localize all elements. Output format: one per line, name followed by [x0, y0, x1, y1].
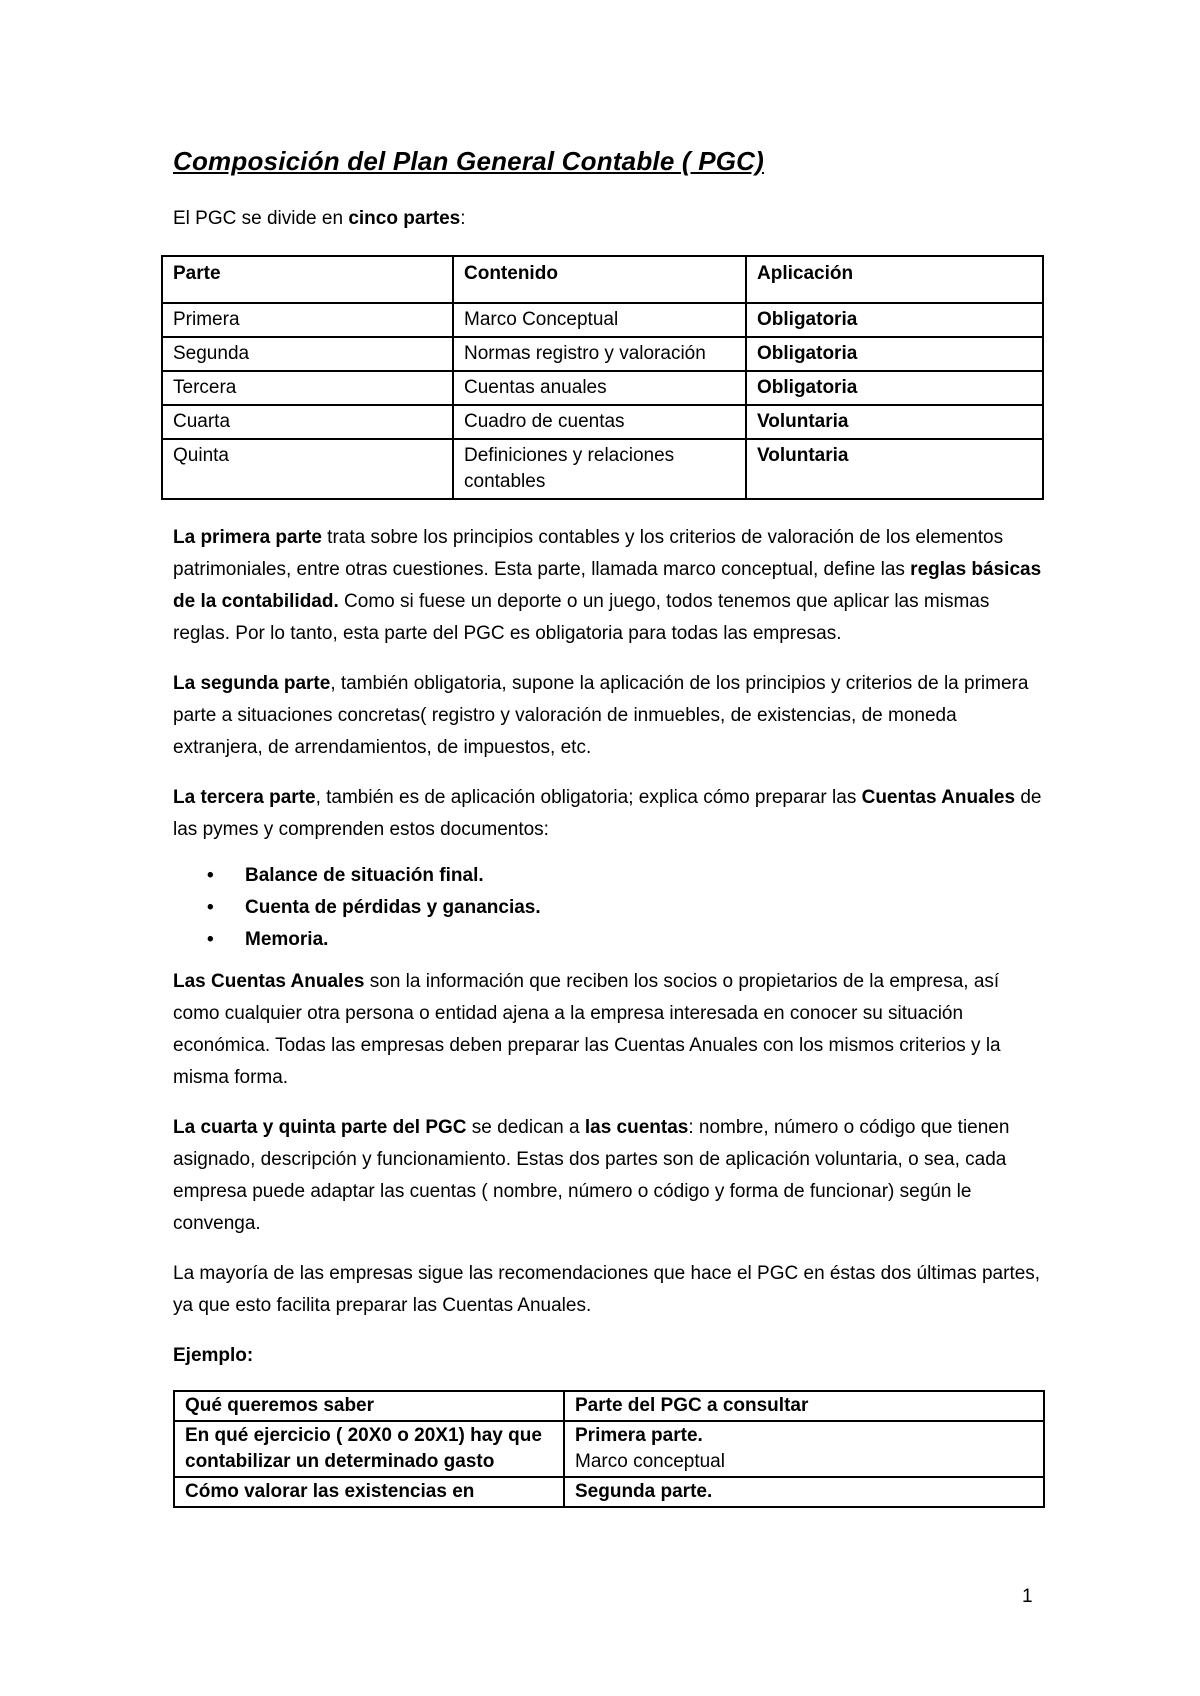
bold-text: La segunda parte: [173, 673, 331, 694]
table-cell: Quinta: [162, 439, 453, 499]
paragraph-cuarta-quinta: [173, 1112, 1043, 1240]
table-cell: Obligatoria: [746, 337, 1043, 371]
table-cell: Voluntaria: [746, 439, 1043, 499]
paragraph-text: se dedican a: [466, 1117, 585, 1138]
header-cell: Contenido: [453, 256, 746, 303]
paragraph-text: La mayoría de las empresas sigue las recomendaciones que hace el PGC en éstas dos últimas partes, ya que esto facilita preparar las Cuentas Anuales.: [173, 1263, 1041, 1316]
paragraph-text: : nombre, número o código que tienen asignado, descripción y funcionamiento. Estas dos partes son de aplicación voluntaria, o sea, cada empresa puede adaptar las cuentas ( nombre, número o código y forma de funcionar) según le convenga.: [173, 1117, 1010, 1234]
paragraph-text: trata sobre los principios contables y los criterios de valoración de los elementos patrimoniales, entre otras cuestiones. Esta parte, llamada marco conceptual, define las: [173, 527, 1004, 580]
bold-text: Las Cuentas Anuales: [173, 971, 365, 992]
table-cell: [564, 1477, 1044, 1507]
paragraph-text: de las pymes y comprenden estos documentos:: [173, 787, 1042, 840]
list-item: [207, 924, 1043, 956]
intro-sentence: [173, 208, 466, 230]
table-row: [162, 439, 1043, 499]
part-label: Segunda parte.: [575, 1481, 713, 1502]
header-cell: Aplicación: [746, 256, 1043, 303]
header-cell: Parte: [162, 256, 453, 303]
list-item-text: Memoria.: [245, 929, 329, 950]
table-cell: Definiciones y relaciones contables: [453, 439, 746, 499]
example-table-header: [174, 1391, 1044, 1421]
parts-table: [161, 255, 1044, 500]
table-row: [162, 371, 1043, 405]
intro-suffix: :: [460, 208, 466, 229]
bold-text: La cuarta y quinta parte del PGC: [173, 1117, 467, 1138]
bold-text: las cuentas: [584, 1117, 689, 1138]
table-cell: Tercera: [162, 371, 453, 405]
table-row: [162, 405, 1043, 439]
documents-list: [173, 860, 1043, 956]
paragraph-text: , también obligatoria, supone la aplicación de los principios y criterios de la primera parte a situaciones concretas( registro y valoración de inmuebles, de existencias, de moneda extranjera, de arrendamientos, de impuestos, etc.: [173, 673, 1029, 758]
table-cell: Obligatoria: [746, 371, 1043, 405]
paragraph-text: , también es de aplicación obligatoria; explica cómo preparar las: [315, 787, 862, 808]
table-cell: Normas registro y valoración: [453, 337, 746, 371]
table-cell: Cuadro de cuentas: [453, 405, 746, 439]
page-number: 1: [1022, 1586, 1033, 1607]
table-cell: Primera: [162, 303, 453, 337]
bold-text: La primera parte: [173, 527, 322, 548]
table-cell: [564, 1421, 1044, 1477]
table-cell: Marco Conceptual: [453, 303, 746, 337]
table-row: [162, 303, 1043, 337]
paragraph-segunda: [173, 668, 1043, 764]
paragraph-text: son la información que reciben los socios o propietarios de la empresa, así como cualquier otra persona o entidad ajena a la empresa interesada en conocer su situación económica. Todas las empresas deben preparar las Cuentas Anuales con los mismos criterios y la misma forma.: [173, 971, 1001, 1088]
table-cell: Cómo valorar las existencias en: [174, 1477, 564, 1507]
bullet-icon: •: [207, 897, 214, 918]
table-cell: Cuarta: [162, 405, 453, 439]
table-cell: Voluntaria: [746, 405, 1043, 439]
table-cell: Segunda: [162, 337, 453, 371]
table-row: [162, 337, 1043, 371]
bullet-icon: •: [207, 865, 214, 886]
paragraph-primera: [173, 522, 1043, 650]
paragraph-cuentas-anuales: [173, 966, 1043, 1094]
body-text: [173, 522, 1043, 1508]
list-item: [207, 860, 1043, 892]
list-item: [207, 892, 1043, 924]
part-label: Primera parte.: [575, 1425, 703, 1446]
bold-text: La tercera parte: [173, 787, 316, 808]
paragraph-text: Como si fuese un deporte o un juego, todos tenemos que aplicar las mismas reglas. Por lo tanto, esta parte del PGC es obligatoria para todas las empresas.: [173, 591, 990, 644]
bold-text: Cuentas Anuales: [861, 787, 1016, 808]
bold-text: reglas básicas de la contabilidad.: [173, 559, 1042, 612]
intro-bold: cinco partes: [348, 208, 461, 229]
header-cell: Qué queremos saber: [174, 1391, 564, 1421]
list-item-text: Cuenta de pérdidas y ganancias.: [245, 897, 541, 918]
table-cell: Obligatoria: [746, 303, 1043, 337]
header-cell: Parte del PGC a consultar: [564, 1391, 1044, 1421]
table-cell: En qué ejercicio ( 20X0 o 20X1) hay que contabilizar un determinado gasto: [174, 1421, 564, 1477]
paragraph-tercera: [173, 782, 1043, 846]
table-cell: Cuentas anuales: [453, 371, 746, 405]
paragraph-mayoria: [173, 1258, 1043, 1322]
parts-table-header: [162, 256, 1043, 303]
list-item-text: Balance de situación final.: [245, 865, 484, 886]
bullet-icon: •: [207, 929, 214, 950]
table-row: [174, 1421, 1044, 1477]
example-table: [173, 1390, 1045, 1508]
example-label: Ejemplo:: [173, 1345, 254, 1366]
table-row: [174, 1477, 1044, 1507]
intro-prefix: El PGC se divide en: [173, 208, 349, 229]
part-detail: Marco conceptual: [575, 1451, 725, 1472]
document-title: Composición del Plan General Contable ( PGC): [173, 146, 764, 176]
